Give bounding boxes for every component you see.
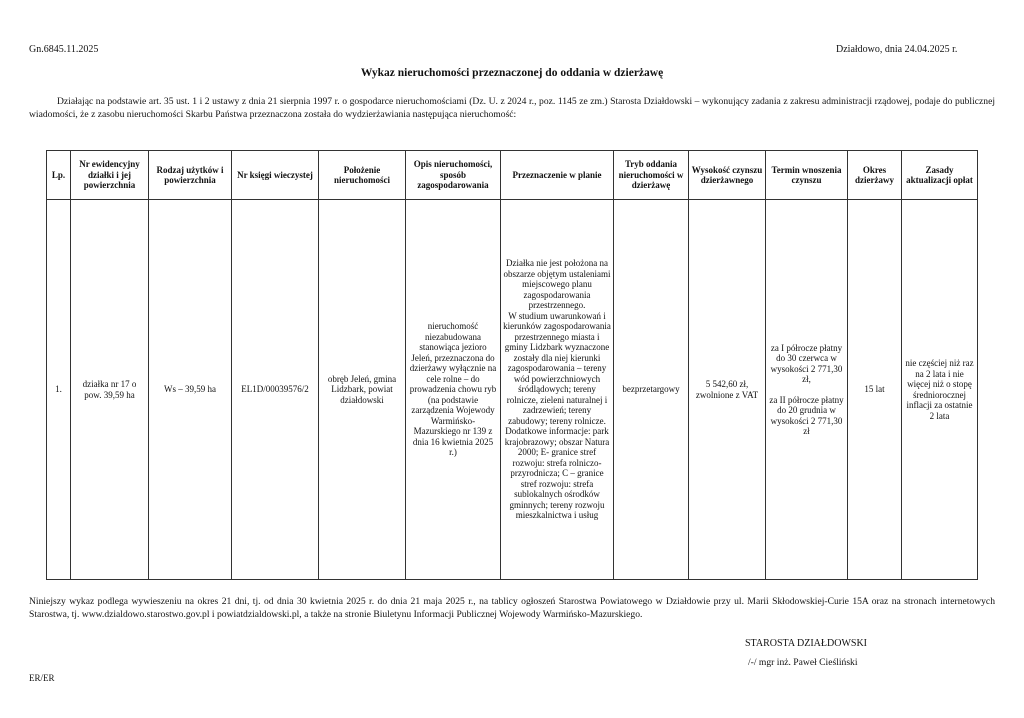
header-dzialka: Nr ewidencyjny działki i jej powierzchnia bbox=[71, 151, 149, 200]
cell-uzytki: Ws – 39,59 ha bbox=[149, 200, 232, 580]
property-table bbox=[46, 150, 978, 580]
header-uzytki: Rodzaj użytków i powierzchnia bbox=[149, 151, 232, 200]
cell-zasady: nie częściej niż raz na 2 lata i nie więcej niż o stopę średniorocznej inflacji za ostatnie 2 lata bbox=[902, 200, 978, 580]
cell-dzialka: działka nr 17 o pow. 39,59 ha bbox=[71, 200, 149, 580]
intro-paragraph: Działając na podstawie art. 35 ust. 1 i 2 ustawy z dnia 21 sierpnia 1997 r. o gospodarce nieruchomościami (Dz. U. z 2024 r., poz. 1145 ze zm.) Starosta Działdowski – wykonujący zadania z zakresu administracji rządowej, podaje do publicznej wiadomości, że z zasobu nieruchomości Skarbu Państwa przeznaczona została do wydzierżawiania następująca nieruchomość: bbox=[29, 96, 995, 120]
table-row bbox=[47, 200, 978, 580]
header-przeznaczenie: Przeznaczenie w planie bbox=[501, 151, 614, 200]
przeznaczenie-dodatkowe-text: Dodatkowe informacje: park krajobrazowy; obszar Natura 2000; E- granice stref rozwoju: strefa rolniczo-przyrodnicza; C – granice stref rozwoju: strefa sublokalnych ośrodków gminnych; tereny rozwoju mieszkalnictwa i usług bbox=[504, 426, 610, 521]
signature-name: /-/ mgr inż. Paweł Cieśliński bbox=[748, 657, 858, 668]
table-header-row bbox=[47, 151, 978, 200]
header-tryb: Tryb oddania nieruchomości w dzierżawę bbox=[614, 151, 689, 200]
cell-termin bbox=[766, 200, 848, 580]
cell-opis: nieruchomość niezabudowana stanowiąca jezioro Jeleń, przeznaczona do dzierżawy wyłącznie na cele rolne – do prowadzenia chowu ryb (na podstawie zarządzenia Wojewody Warmińsko-Mazurskiego nr 139 z dnia 16 kwietnia 2025 r.) bbox=[406, 200, 501, 580]
cell-czynsz: 5 542,60 zł, zwolnione z VAT bbox=[689, 200, 766, 580]
footer-paragraph: Niniejszy wykaz podlega wywieszeniu na okres 21 dni, tj. od dnia 30 kwietnia 2025 r. do dnia 21 maja 2025 r., na tablicy ogłoszeń Starostwa Powiatowego w Działdowie przy ul. Marii Skłodowskiej-Curie 15A oraz na stronach internetowych Starostwa, tj. www.dzialdowo.starostwo.gov.pl i powiatdzialdowski.pl, a także na stronie Biuletynu Informacji Publicznej Wojewody Warmińsko-Mazurskiego. bbox=[29, 596, 995, 620]
cell-przeznaczenie bbox=[501, 200, 614, 580]
signature-title: STAROSTA DZIAŁDOWSKI bbox=[745, 638, 868, 649]
cell-lp: 1. bbox=[47, 200, 71, 580]
header-lp: Lp. bbox=[47, 151, 71, 200]
cell-okres: 15 lat bbox=[848, 200, 902, 580]
header-zasady: Zasady aktualizacji opłat bbox=[902, 151, 978, 200]
termin-first-half: za I półrocze płatny do 30 czerwca w wysokości 2 771,30 zł, bbox=[770, 342, 843, 384]
header-polozenie: Położenie nieruchomości bbox=[319, 151, 406, 200]
cell-polozenie: obręb Jeleń, gmina Lidzbark, powiat działdowski bbox=[319, 200, 406, 580]
cell-ksiega: EL1D/00039576/2 bbox=[232, 200, 319, 580]
header-termin: Termin wnoszenia czynszu bbox=[766, 151, 848, 200]
document-date: Działdowo, dnia 24.04.2025 r. bbox=[836, 44, 958, 55]
przeznaczenie-studium-text: W studium uwarunkowań i kierunków zagospodarowania przestrzennego miasta i gminy Lidzbark wyznaczone zostały dla niej kierunki zagospodarowania – tereny wód powierzchniowych śródlądowych; tereny rolnicze, zieleni naturalnej i zadrzewień; tereny zabudowy; tereny rolnicze. bbox=[503, 310, 611, 426]
document-reference-number: Gn.6845.11.2025 bbox=[29, 44, 99, 55]
header-opis: Opis nieruchomości, sposób zagospodarowania bbox=[406, 151, 501, 200]
author-initials: ER/ER bbox=[29, 673, 55, 683]
header-czynsz: Wysokość czynszu dzierżawnego bbox=[689, 151, 766, 200]
header-ksiega: Nr księgi wieczystej bbox=[232, 151, 319, 200]
header-okres: Okres dzierżawy bbox=[848, 151, 902, 200]
cell-tryb: bezprzetargowy bbox=[614, 200, 689, 580]
termin-second-half: za II półrocze płatny do 20 grudnia w wysokości 2 771,30 zł bbox=[769, 394, 844, 436]
przeznaczenie-plan-text: Działka nie jest położona na obszarze objętym ustaleniami miejscowego planu zagospodarowania przestrzennego. bbox=[503, 258, 611, 311]
document-title: Wykaz nieruchomości przeznaczonej do oddania w dzierżawę bbox=[360, 67, 664, 79]
